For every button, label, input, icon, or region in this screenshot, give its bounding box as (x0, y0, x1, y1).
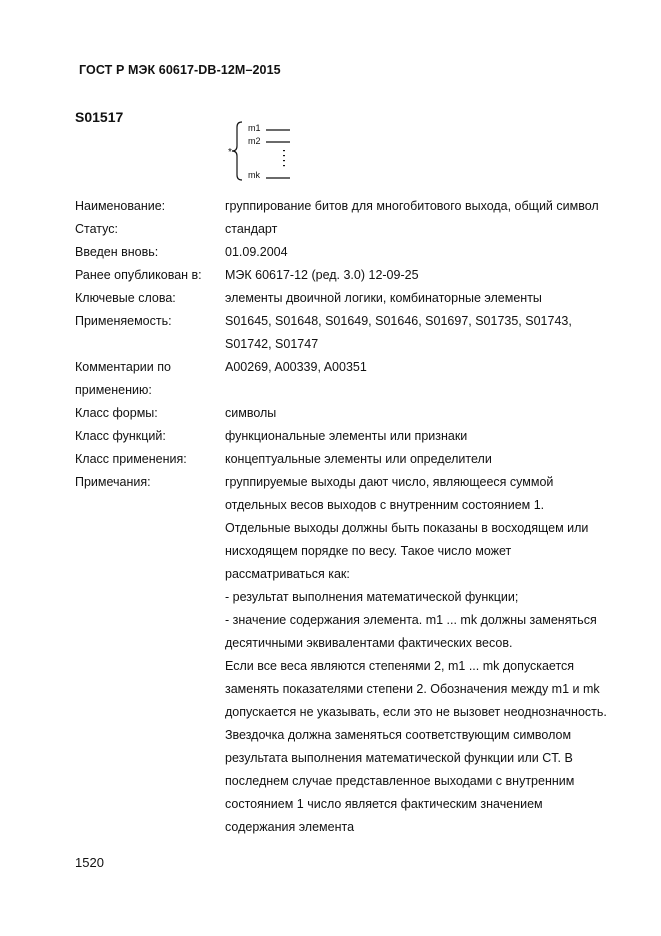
field-label: Ранее опубликован в: (75, 268, 202, 282)
field-value: символы (225, 406, 277, 420)
brace-shape (232, 122, 242, 180)
field-row (75, 448, 645, 471)
field-row (75, 356, 645, 402)
field-row (75, 310, 645, 356)
field-value: элементы двоичной логики, комбинаторные элементы (225, 291, 542, 305)
field-label: Примечания: (75, 475, 151, 489)
field-label: Применяемость: (75, 314, 172, 328)
field-value: концептуальные элементы или определители (225, 452, 492, 466)
field-value: S01645, S01648, S01649, S01646, S01697, S01735, S01743, S01742, S01747 (225, 314, 572, 351)
field-row (75, 402, 645, 425)
field-label: Комментарии по применению: (75, 360, 171, 397)
field-row (75, 241, 645, 264)
label-m2: m2 (248, 136, 261, 146)
label-mk: mk (248, 170, 260, 180)
field-label: Наименование: (75, 199, 166, 213)
field-label: Класс формы: (75, 406, 158, 420)
field-row (75, 471, 645, 839)
field-row (75, 195, 645, 218)
field-value: функциональные элементы или признаки (225, 429, 468, 443)
ellipsis-dot (283, 165, 285, 166)
ellipsis-dot (283, 155, 285, 156)
field-row (75, 425, 645, 448)
ellipsis-dot (283, 160, 285, 161)
field-label: Введен вновь: (75, 245, 159, 259)
field-list (75, 195, 645, 839)
field-value: A00269, A00339, A00351 (225, 360, 367, 374)
field-value: стандарт (225, 222, 278, 236)
field-value: 01.09.2004 (225, 245, 288, 259)
field-label: Класс применения: (75, 452, 187, 466)
field-row (75, 287, 645, 310)
field-value: МЭК 60617-12 (ред. 3.0) 12-09-25 (225, 268, 419, 282)
notes-text: группируемые выходы дают число, являющееся суммой отдельных весов выходов с внутренним состоянием 1. Отдельные выходы должны быть показаны в восходящем или нисходящем порядке по весу. Такое число может рассматриваться как: - результат выполнения математической функции; - значение содержания элемента. m1 ... mk должны заменяться десятичными эквивалентами фактических весов. Если все веса являются степенями 2, m1 ... mk допускается заменять показателями степени 2. Обозначения между m1 и mk допускается не указывать, если это не вызовет неоднозначность. Звездочка должна заменяться соответствующим символом результата выполнения математической функции или CT. В последнем случае представленное выходами с внутренним состоянием 1 число является фактическим значением содержания элемента (225, 475, 607, 834)
asterisk-label: * (228, 147, 232, 158)
ellipsis-dot (283, 150, 285, 151)
field-row (75, 218, 645, 241)
field-label: Класс функций: (75, 429, 166, 443)
page-number: 1520 (75, 855, 104, 870)
label-m1: m1 (248, 123, 261, 133)
field-label: Статус: (75, 222, 118, 236)
symbol-graphic (228, 118, 298, 184)
field-row (75, 264, 645, 287)
symbol-code: S01517 (75, 109, 124, 125)
field-label: Ключевые слова: (75, 291, 176, 305)
field-value: группирование битов для многобитового выхода, общий символ (225, 199, 599, 213)
document-header: ГОСТ Р МЭК 60617-DB-12M–2015 (79, 63, 281, 77)
